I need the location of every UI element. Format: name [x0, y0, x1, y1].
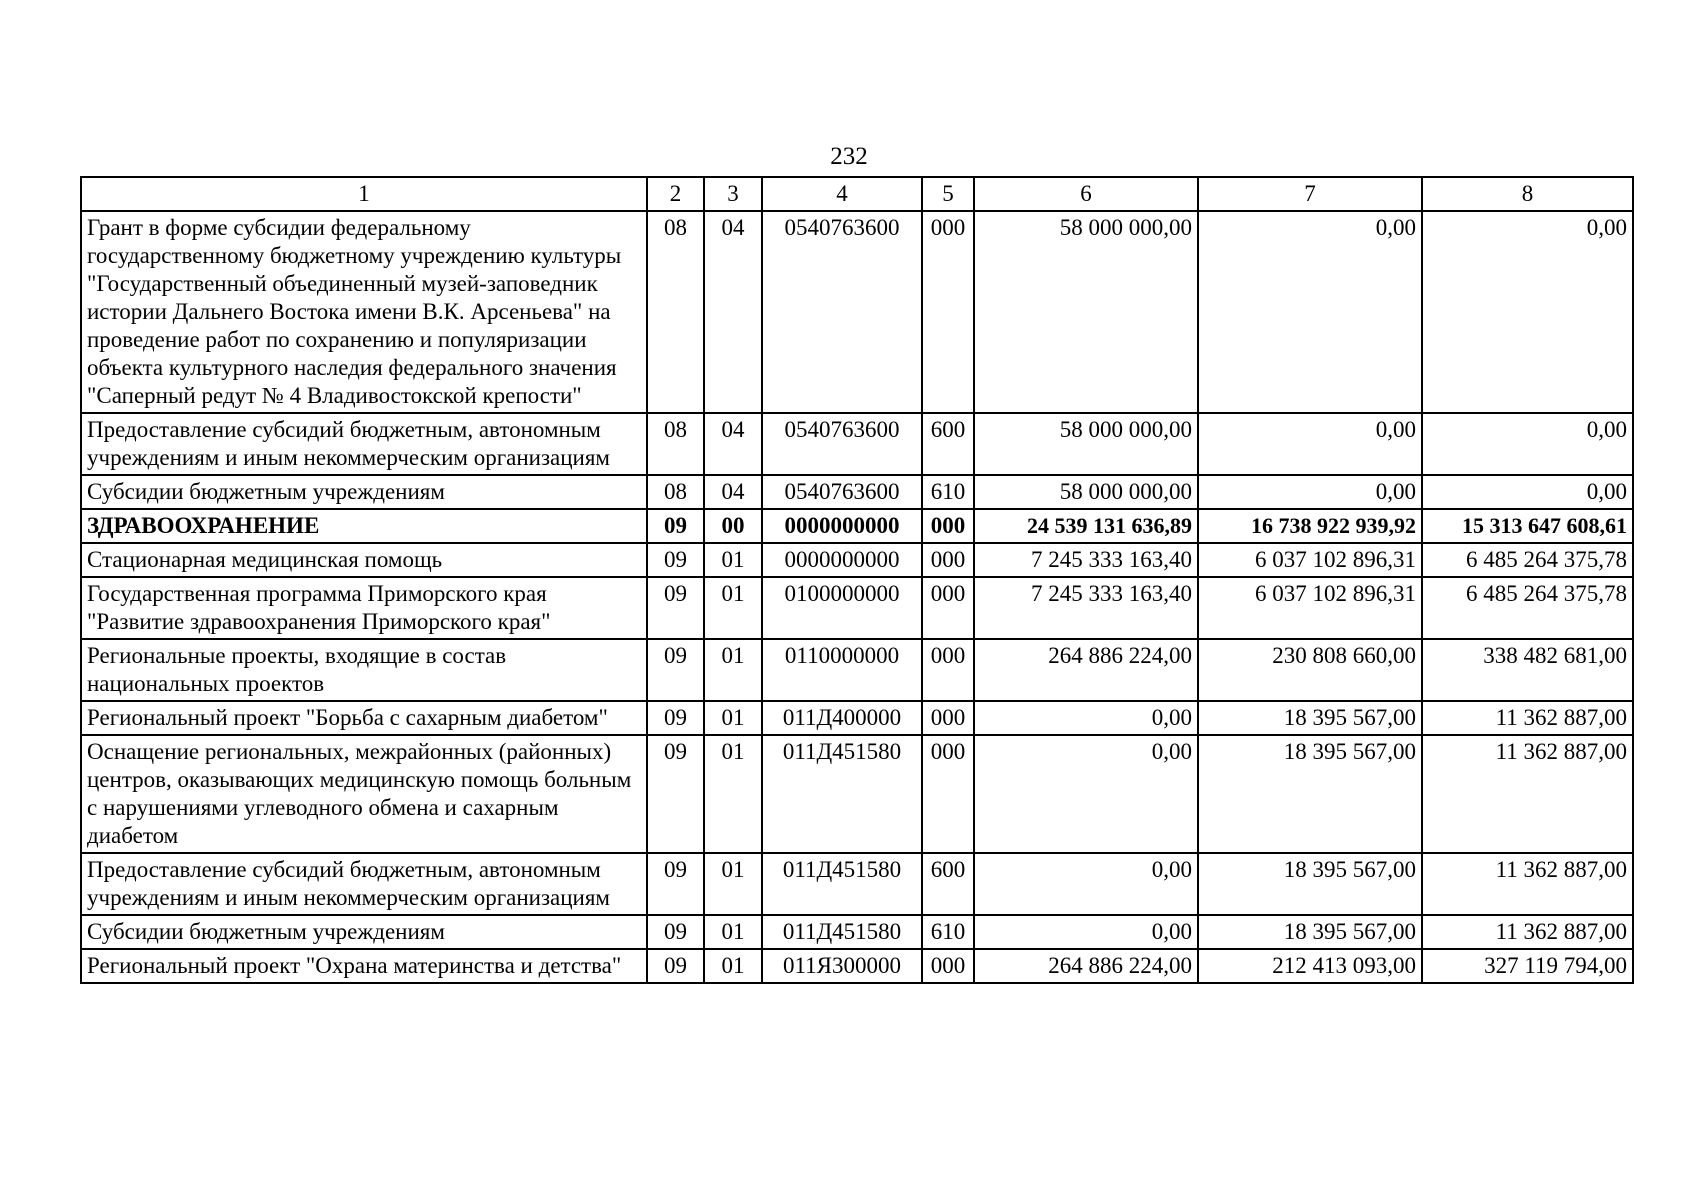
row-name: Предоставление субсидий бюджетным, автономным учреждениям и иным некоммерческим организациям: [81, 853, 647, 915]
row-expense-type: 000: [922, 639, 974, 701]
row-name: ЗДРАВООХРАНЕНИЕ: [81, 509, 647, 543]
header-col-7: 7: [1198, 177, 1422, 211]
row-amount-col8: 11 362 887,00: [1422, 915, 1633, 949]
row-amount-col8: 338 482 681,00: [1422, 639, 1633, 701]
row-subsection: 04: [704, 475, 762, 509]
row-target-article: 0000000000: [762, 543, 922, 577]
row-amount-col8: 15 313 647 608,61: [1422, 509, 1633, 543]
row-subsection: 04: [704, 413, 762, 475]
row-target-article: 011Д451580: [762, 735, 922, 853]
row-amount-col7: 16 738 922 939,92: [1198, 509, 1422, 543]
header-col-8: 8: [1422, 177, 1633, 211]
row-target-article: 0540763600: [762, 413, 922, 475]
row-name: Субсидии бюджетным учреждениям: [81, 475, 647, 509]
table-row: [81, 949, 1633, 983]
row-section: 08: [647, 211, 704, 413]
row-subsection: 01: [704, 639, 762, 701]
row-amount-col7: 6 037 102 896,31: [1198, 543, 1422, 577]
row-expense-type: 000: [922, 949, 974, 983]
row-amount-col6: 0,00: [974, 735, 1198, 853]
table-row: [81, 543, 1633, 577]
row-amount-col6: 7 245 333 163,40: [974, 577, 1198, 639]
row-amount-col6: 58 000 000,00: [974, 475, 1198, 509]
row-expense-type: 000: [922, 701, 974, 735]
row-target-article: 0540763600: [762, 475, 922, 509]
row-amount-col8: 0,00: [1422, 475, 1633, 509]
row-amount-col7: 18 395 567,00: [1198, 915, 1422, 949]
budget-table: [80, 176, 1634, 984]
row-subsection: 01: [704, 853, 762, 915]
row-name: Государственная программа Приморского края "Развитие здравоохранения Приморского края": [81, 577, 647, 639]
row-name: Грант в форме субсидии федеральному государственному бюджетному учреждению культуры "Государственный объединенный музей-заповедник истории Дальнего Востока имени В.К. Арсеньева" на проведение работ по сохранению и популяризации объекта культурного наследия федерального значения "Саперный редут № 4 Владивостокской крепости": [81, 211, 647, 413]
row-amount-col8: 0,00: [1422, 211, 1633, 413]
header-col-5: 5: [922, 177, 974, 211]
page-number: 232: [830, 143, 868, 170]
row-name: Стационарная медицинская помощь: [81, 543, 647, 577]
row-section: 09: [647, 915, 704, 949]
row-target-article: 011Д451580: [762, 915, 922, 949]
row-section: 08: [647, 413, 704, 475]
row-expense-type: 000: [922, 509, 974, 543]
table-row: [81, 915, 1633, 949]
row-expense-type: 610: [922, 915, 974, 949]
table-row: [81, 211, 1633, 413]
header-col-6: 6: [974, 177, 1198, 211]
table-row: [81, 701, 1633, 735]
row-amount-col7: 6 037 102 896,31: [1198, 577, 1422, 639]
row-section: 09: [647, 577, 704, 639]
header-col-1: 1: [81, 177, 647, 211]
row-target-article: 011Д451580: [762, 853, 922, 915]
row-amount-col8: 11 362 887,00: [1422, 853, 1633, 915]
row-amount-col7: 18 395 567,00: [1198, 735, 1422, 853]
row-amount-col8: 327 119 794,00: [1422, 949, 1633, 983]
row-name: Субсидии бюджетным учреждениям: [81, 915, 647, 949]
row-target-article: 011Я300000: [762, 949, 922, 983]
row-amount-col6: 0,00: [974, 701, 1198, 735]
row-target-article: 0540763600: [762, 211, 922, 413]
row-subsection: 01: [704, 543, 762, 577]
row-expense-type: 000: [922, 735, 974, 853]
row-section: 09: [647, 543, 704, 577]
row-amount-col6: 58 000 000,00: [974, 211, 1198, 413]
row-expense-type: 000: [922, 577, 974, 639]
row-subsection: 01: [704, 701, 762, 735]
row-subsection: 01: [704, 949, 762, 983]
row-name: Оснащение региональных, межрайонных (районных) центров, оказывающих медицинскую помощь больным с нарушениями углеводного обмена и сахарным диабетом: [81, 735, 647, 853]
row-expense-type: 600: [922, 853, 974, 915]
row-amount-col8: 0,00: [1422, 413, 1633, 475]
table-row: [81, 853, 1633, 915]
row-amount-col7: 0,00: [1198, 475, 1422, 509]
row-section: 09: [647, 949, 704, 983]
row-section: 09: [647, 853, 704, 915]
row-amount-col6: 264 886 224,00: [974, 949, 1198, 983]
row-subsection: 04: [704, 211, 762, 413]
row-section: 08: [647, 475, 704, 509]
row-section: 09: [647, 735, 704, 853]
row-amount-col8: 6 485 264 375,78: [1422, 543, 1633, 577]
row-amount-col8: 11 362 887,00: [1422, 735, 1633, 853]
row-amount-col7: 0,00: [1198, 413, 1422, 475]
header-row: [81, 177, 1633, 211]
row-subsection: 00: [704, 509, 762, 543]
row-expense-type: 600: [922, 413, 974, 475]
row-amount-col8: 11 362 887,00: [1422, 701, 1633, 735]
header-col-4: 4: [762, 177, 922, 211]
table-header: [81, 177, 1633, 211]
row-target-article: 011Д400000: [762, 701, 922, 735]
row-section: 09: [647, 509, 704, 543]
table-body: [81, 211, 1633, 983]
row-target-article: 0100000000: [762, 577, 922, 639]
row-section: 09: [647, 639, 704, 701]
row-amount-col6: 0,00: [974, 853, 1198, 915]
row-amount-col6: 58 000 000,00: [974, 413, 1198, 475]
row-amount-col8: 6 485 264 375,78: [1422, 577, 1633, 639]
row-amount-col7: 18 395 567,00: [1198, 701, 1422, 735]
table-row: [81, 735, 1633, 853]
row-target-article: 0000000000: [762, 509, 922, 543]
row-name: Предоставление субсидий бюджетным, автономным учреждениям и иным некоммерческим организациям: [81, 413, 647, 475]
row-target-article: 0110000000: [762, 639, 922, 701]
row-subsection: 01: [704, 735, 762, 853]
row-amount-col6: 7 245 333 163,40: [974, 543, 1198, 577]
table-row: [81, 475, 1633, 509]
row-amount-col6: 0,00: [974, 915, 1198, 949]
row-subsection: 01: [704, 577, 762, 639]
row-amount-col7: 18 395 567,00: [1198, 853, 1422, 915]
row-amount-col6: 24 539 131 636,89: [974, 509, 1198, 543]
header-col-3: 3: [704, 177, 762, 211]
row-expense-type: 000: [922, 543, 974, 577]
row-expense-type: 610: [922, 475, 974, 509]
row-amount-col7: 230 808 660,00: [1198, 639, 1422, 701]
table-row: [81, 639, 1633, 701]
row-expense-type: 000: [922, 211, 974, 413]
row-amount-col6: 264 886 224,00: [974, 639, 1198, 701]
row-subsection: 01: [704, 915, 762, 949]
row-section: 09: [647, 701, 704, 735]
table-row: [81, 413, 1633, 475]
row-amount-col7: 0,00: [1198, 211, 1422, 413]
row-name: Региональные проекты, входящие в состав национальных проектов: [81, 639, 647, 701]
table-row: [81, 577, 1633, 639]
header-col-2: 2: [647, 177, 704, 211]
row-name: Региональный проект "Охрана материнства и детства": [81, 949, 647, 983]
row-amount-col7: 212 413 093,00: [1198, 949, 1422, 983]
row-name: Региональный проект "Борьба с сахарным диабетом": [81, 701, 647, 735]
table-row: [81, 509, 1633, 543]
